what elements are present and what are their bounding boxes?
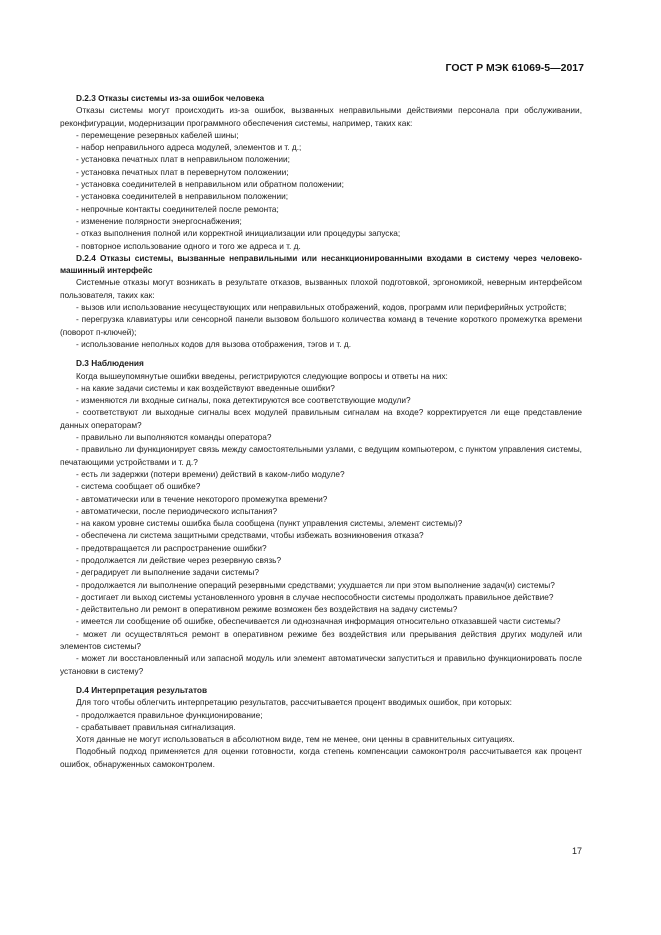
list-item: - установка соединителей в неправильном или обратном положении; <box>76 179 344 190</box>
list-item: - повторное использование одного и того же адреса и т. д. <box>76 240 301 251</box>
section-heading-d3: D.3 Наблюдения <box>76 358 144 369</box>
list-item: - соответствуют ли выходные сигналы всех модулей правильным сигналам на входе? корректируется ли еще представление данных операторам? <box>60 407 582 430</box>
list-item: - продолжается ли выполнение операций резервными средствами; ухудшается ли при этом выполнение задач(и) системы? <box>76 579 555 590</box>
list-item: - автоматически, после периодического испытания? <box>76 505 278 516</box>
page-content <box>60 92 582 770</box>
list-item: - продолжается правильное функционирование; <box>76 709 263 720</box>
list-item: - непрочные контакты соединителей после ремонта; <box>76 203 279 214</box>
list-item: - есть ли задержки (потери времени) действий в каком-либо модуле? <box>76 468 345 479</box>
list-item: - предотвращается ли распространение ошибки? <box>76 542 267 553</box>
list-item: - автоматически или в течение некоторого промежутка времени? <box>76 493 328 504</box>
list-item: - установка печатных плат в неправильном положении; <box>76 154 290 165</box>
section-heading-d24: D.2.4 Отказы системы, вызванные неправильными или несанкционированными входами в систему через человеко-машинный интерфейс <box>60 252 582 276</box>
list-item: - продолжается ли действие через резервную связь? <box>76 554 282 565</box>
list-item: - правильно ли выполняются команды оператора? <box>76 432 272 443</box>
list-item: - изменение полярности энергоснабжения; <box>76 215 242 226</box>
list-item: - на каком уровне системы ошибка была сообщена (пункт управления системы, элемент системы)? <box>76 518 463 529</box>
list-item: - система сообщает об ошибке? <box>76 481 201 492</box>
section-heading-d4: D.4 Интерпретация результатов <box>76 684 208 695</box>
list-item: - может ли осуществляться ремонт в оперативном режиме без воздействия или прерывания действия других модулей или элементов системы? <box>60 628 582 652</box>
section-heading-d23: D.2.3 Отказы системы из-за ошибок человека <box>76 93 265 103</box>
list-item: - обеспечена ли система защитными средствами, чтобы избежать возникновения отказа? <box>76 530 424 541</box>
paragraph: Хотя данные не могут использоваться в абсолютном виде, тем не менее, они ценны в сравнительных ситуациях. <box>76 734 515 745</box>
list-item: - действительно ли ремонт в оперативном режиме возможен без воздействия на задачу системы? <box>76 604 458 615</box>
list-item: - может ли восстановленный или запасной модуль или элемент автоматически запуститься и правильно функционировать после установки в систему? <box>60 653 582 676</box>
paragraph: Отказы системы могут происходить из-за ошибок, вызванных неправильными действиями персонала при обслуживании, реконфигурации, модернизации программного обеспечения системы, например, таких как: <box>60 105 582 128</box>
paragraph: Для того чтобы облегчить интерпретацию результатов, рассчитывается процент вводимых ошибок, при которых: <box>76 697 512 708</box>
list-item: - изменяются ли входные сигналы, пока детектируются все соответствующие модули? <box>76 395 411 406</box>
list-item: - установка печатных плат в перевернутом положении; <box>76 166 289 177</box>
list-item: - достигает ли выход системы установленного уровня в случае неспособности системы продолжать правильное действие? <box>76 591 554 602</box>
list-item: - правильно ли функционирует связь между самостоятельными узлами, с ведущим компьютером, с пунктом управления системы, печатающими устройствами и т. д.? <box>60 444 582 467</box>
list-item: - набор неправильного адреса модулей, элементов и т. д.; <box>76 142 302 153</box>
list-item: - вызов или использование несуществующих или неправильных отображений, кодов, программ или периферийных устройств; <box>76 302 567 313</box>
list-item: - имеется ли сообщение об ошибке, обеспечивается ли однозначная информация относительно отказавшей части системы? <box>76 616 561 627</box>
list-item: - деградирует ли выполнение задачи системы? <box>76 567 260 578</box>
document-code: ГОСТ Р МЭК 61069-5—2017 <box>445 62 584 74</box>
page-number: 17 <box>572 846 583 856</box>
list-item: - срабатывает правильная сигнализация. <box>76 721 236 732</box>
list-item: - использование неполных кодов для вызова отображения, тэгов и т. д. <box>76 338 352 349</box>
paragraph: Подобный подход применяется для оценки готовности, когда степень компенсации самоконтроля рассчитывается как процент ошибок, обнаруженных самоконтролем. <box>60 746 582 769</box>
list-item: - перегрузка клавиатуры или сенсорной панели вызовом большого количества команд в течение короткого промежутка времени (поворот п-ключей); <box>60 314 582 337</box>
list-item: - на какие задачи системы и как воздействуют введенные ошибки? <box>76 382 335 393</box>
list-item: - перемещение резервных кабелей шины; <box>76 129 239 140</box>
list-item: - отказ выполнения полной или корректной инициализации или процедуры запуска; <box>76 228 401 239</box>
paragraph: Системные отказы могут возникать в результате отказов, вызванных плохой подготовкой, эргономикой, неверным интерфейсом пользователя, таких как: <box>60 277 582 300</box>
paragraph: Когда вышеупомянутые ошибки введены, регистрируются следующие вопросы и ответы на них: <box>76 370 448 381</box>
list-item: - установка соединителей в неправильном положении; <box>76 191 289 202</box>
